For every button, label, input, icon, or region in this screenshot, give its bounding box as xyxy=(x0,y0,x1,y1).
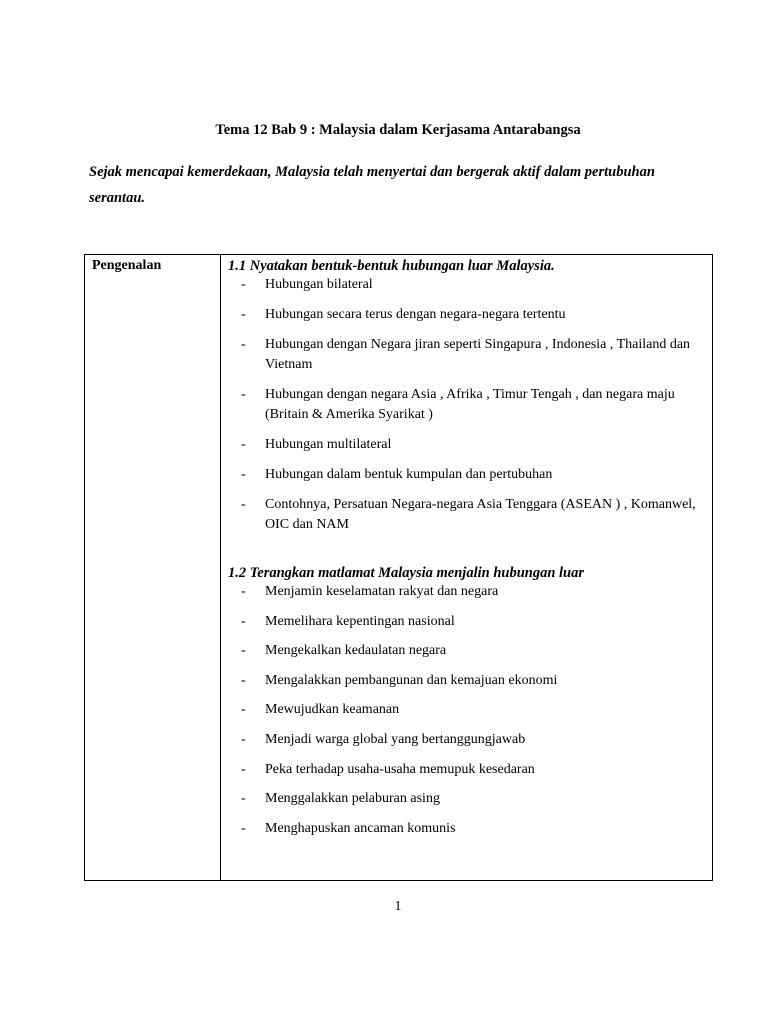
list-item: - Hubungan dalam bentuk kumpulan dan pertubuhan xyxy=(241,467,553,482)
list-item: - Peka terhadap usaha-usaha memupuk kesedaran xyxy=(241,761,535,777)
section-1-list xyxy=(228,275,712,535)
section-1-heading: 1.1 Nyatakan bentuk-bentuk hubungan luar Malaysia. xyxy=(228,258,555,274)
list-item: - Memelihara kepentingan nasional xyxy=(241,613,455,629)
section-2-list xyxy=(228,582,712,839)
list-item: - Contohnya, Persatuan Negara-negara Asia Tenggara (ASEAN ) , Komanwel, OIC dan NAM xyxy=(241,497,696,532)
page-number: 1 xyxy=(394,899,402,914)
list-item: - Hubungan secara terus dengan negara-negara tertentu xyxy=(241,307,566,322)
list-item: - Menjamin keselamatan rakyat dan negara xyxy=(241,584,499,599)
table-row xyxy=(85,255,713,881)
list-item: - Mengekalkan kedaulatan negara xyxy=(241,643,447,659)
notes-table xyxy=(84,254,713,881)
list-item: - Menjadi warga global yang bertanggungjawab xyxy=(241,731,526,747)
document-title: Tema 12 Bab 9 : Malaysia dalam Kerjasama Antarabangsa xyxy=(215,122,581,138)
intro-paragraph: Sejak mencapai kemerdekaan, Malaysia telah menyertai dan bergerak aktif dalam pertubuhan serantau. xyxy=(89,164,655,206)
list-item: - Mewujudkan keamanan xyxy=(241,702,400,718)
list-item: - Hubungan dengan Negara jiran seperti Singapura , Indonesia , Thailand dan Vietnam xyxy=(241,337,691,372)
section-label: Pengenalan xyxy=(92,258,162,273)
label-cell xyxy=(85,255,221,881)
list-item: - Menghapuskan ancaman komunis xyxy=(241,820,456,836)
list-item: - Menggalakkan pelaburan asing xyxy=(241,791,440,807)
list-item: - Hubungan bilateral xyxy=(241,277,373,292)
list-item: - Hubungan dengan negara Asia , Afrika , Timur Tengah , dan negara maju (Britain & Amerika Syarikat ) xyxy=(241,387,675,422)
list-item: - Mengalakkan pembangunan dan kemajuan ekonomi xyxy=(241,672,558,688)
content-cell xyxy=(221,255,713,881)
section-2-heading: 1.2 Terangkan matlamat Malaysia menjalin hubungan luar xyxy=(228,565,585,581)
list-item: - Hubungan multilateral xyxy=(241,437,392,452)
